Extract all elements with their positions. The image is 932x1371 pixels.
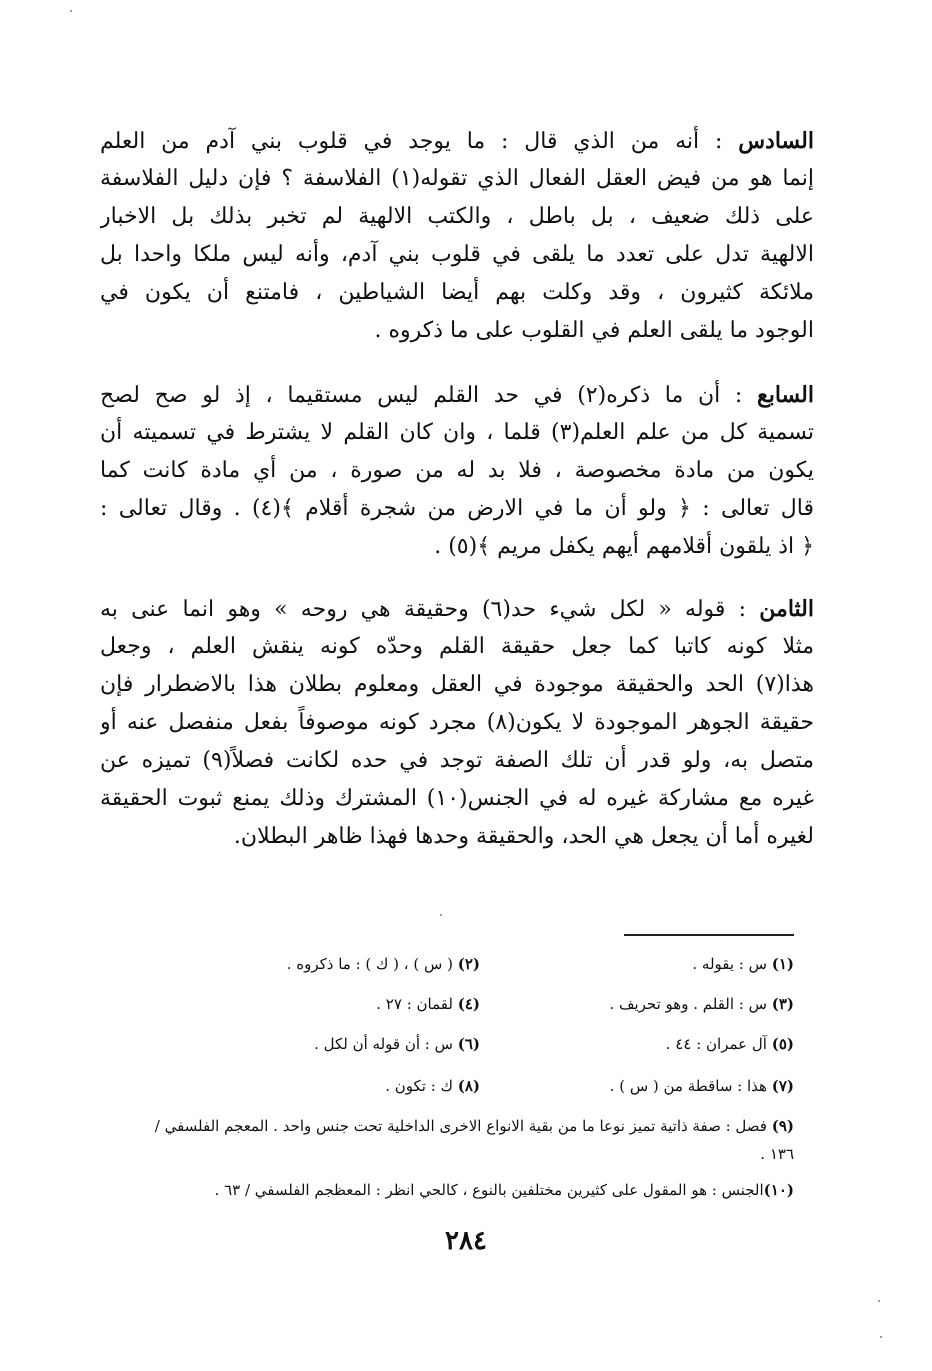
scan-speck bbox=[70, 10, 72, 12]
paragraph-seventh bbox=[100, 376, 814, 566]
footnote-5: (٥) آل عمران : ٤٤ . bbox=[665, 1035, 794, 1053]
paragraph-line: السادس : أنه من الذي قال : ما يوجد في قلوب بني آدم من العلم bbox=[100, 128, 814, 154]
footnote-8: (٨) ك : تكون . bbox=[385, 1077, 480, 1095]
paragraph-eighth bbox=[100, 590, 814, 856]
paragraph-line: يكون من مادة مخصوصة ، فلا بد له من صورة ، من أي مادة كانت كما bbox=[100, 458, 814, 483]
scan-speck bbox=[878, 1300, 880, 1302]
paragraph-line: مثلا كونه كاتبا كما جعل حقيقة القلم وحدّه كونه ينقش العلم ، وجعل bbox=[100, 634, 814, 659]
paragraph-line: قال تعالى : ﴿ ولو أن ما في الارض من شجرة أقلام ﴾(٤) . وقال تعالى : bbox=[100, 496, 814, 521]
footnote-1: (١) س : يقوله . bbox=[692, 955, 794, 973]
paragraph-line: متصل به، ولو قدر أن تلك الصفة توجد في حده لكانت فصلاً(٩) تميزه عن bbox=[100, 748, 814, 773]
footnote-7: (٧) هذا : ساقطة من ( س ) . bbox=[609, 1077, 794, 1095]
paragraph-lead: الثامن bbox=[759, 596, 814, 622]
paragraph-line: السابع : أن ما ذكره(٢) في حد القلم ليس مستقيما ، إذ لو صح لصح bbox=[100, 382, 814, 408]
paragraph-line: لغيره أما أن يجعل هي الحد، والحقيقة وحدها فهذا ظاهر البطلان. bbox=[233, 824, 814, 849]
footnote-6: (٦) س : أن قوله أن لكل . bbox=[314, 1035, 480, 1053]
paragraph-sixth bbox=[100, 122, 814, 350]
paragraph-line: الالهية تدل على تعدد ما يلقى في قلوب بني آدم، وأنه ليس ملكا واحدا بل bbox=[100, 242, 814, 267]
paragraph-lead: السابع bbox=[757, 382, 814, 408]
paragraph-line: إنما هو من فيض العقل الفعال الذي تقوله(١) الفلاسفة ؟ فإن دليل الفلاسفة bbox=[100, 166, 814, 191]
paragraph-lead: السادس bbox=[738, 128, 814, 154]
paragraph-line: على ذلك ضعيف ، بل باطل ، والكتب الالهية لم تخبر بذلك بل الاخبار bbox=[100, 204, 814, 229]
paragraph-line: غيره مع مشاركة غيره له في الجنس(١٠) المشترك وذلك يمنع ثبوت الحقيقة bbox=[100, 786, 814, 811]
paragraph-line: الثامن : قوله « لكل شيء حد(٦) وحقيقة هي روحه » وهو انما عنى به bbox=[100, 596, 814, 622]
paragraph-line: ﴿ اذ يلقون أقلامهم أيهم يكفل مريم ﴾(٥) . bbox=[434, 534, 814, 559]
footnote-3: (٣) س : القلم . وهو تحريف . bbox=[609, 995, 794, 1013]
paragraph-line: تسمية كل من علم العلم(٣) قلما ، وان كان القلم لا يشترط في تسميته أن bbox=[100, 420, 814, 445]
paragraph-line: ملائكة كثيرون ، وقد وكلت بهم أيضا الشياطين ، فامتنع أن يكون في bbox=[100, 280, 814, 305]
paragraph-line: الوجود ما يلقى العلم في القلوب على ما ذكروه . bbox=[374, 318, 814, 343]
footnote-9: (٩) فصل : صفة ذاتية تميز نوعا ما من بقية الانواع الاخرى الداخلية تحت جنس واحد . المعجم الفلسفي / ١٣٦ . bbox=[154, 1117, 794, 1163]
footnote-4: (٤) لقمان : ٢٧ . bbox=[376, 995, 480, 1013]
paragraph-line: هذا(٧) الحد والحقيقة موجودة في العقل ومعلوم بطلان هذا بالاضطرار فإن bbox=[100, 672, 814, 697]
footnote-10: (١٠)الجنس : هو المقول على كثيرين مختلفين بالنوع ، كالحي انظر : المعظجم الفلسفي / ٦٣ . bbox=[214, 1181, 794, 1199]
footnote-2: (٢) ( س ) ، ( ك ) : ما ذكروه . bbox=[286, 955, 480, 973]
page-number: ٢٨٤ bbox=[445, 1226, 487, 1256]
paragraph-line: حقيقة الجوهر الموجودة لا يكون(٨) مجرد كونه موصوفاً بفعل منفصل عنه أو bbox=[100, 710, 814, 735]
scan-speck bbox=[440, 914, 442, 916]
footnote-divider bbox=[624, 934, 794, 936]
scan-speck bbox=[880, 1336, 882, 1338]
